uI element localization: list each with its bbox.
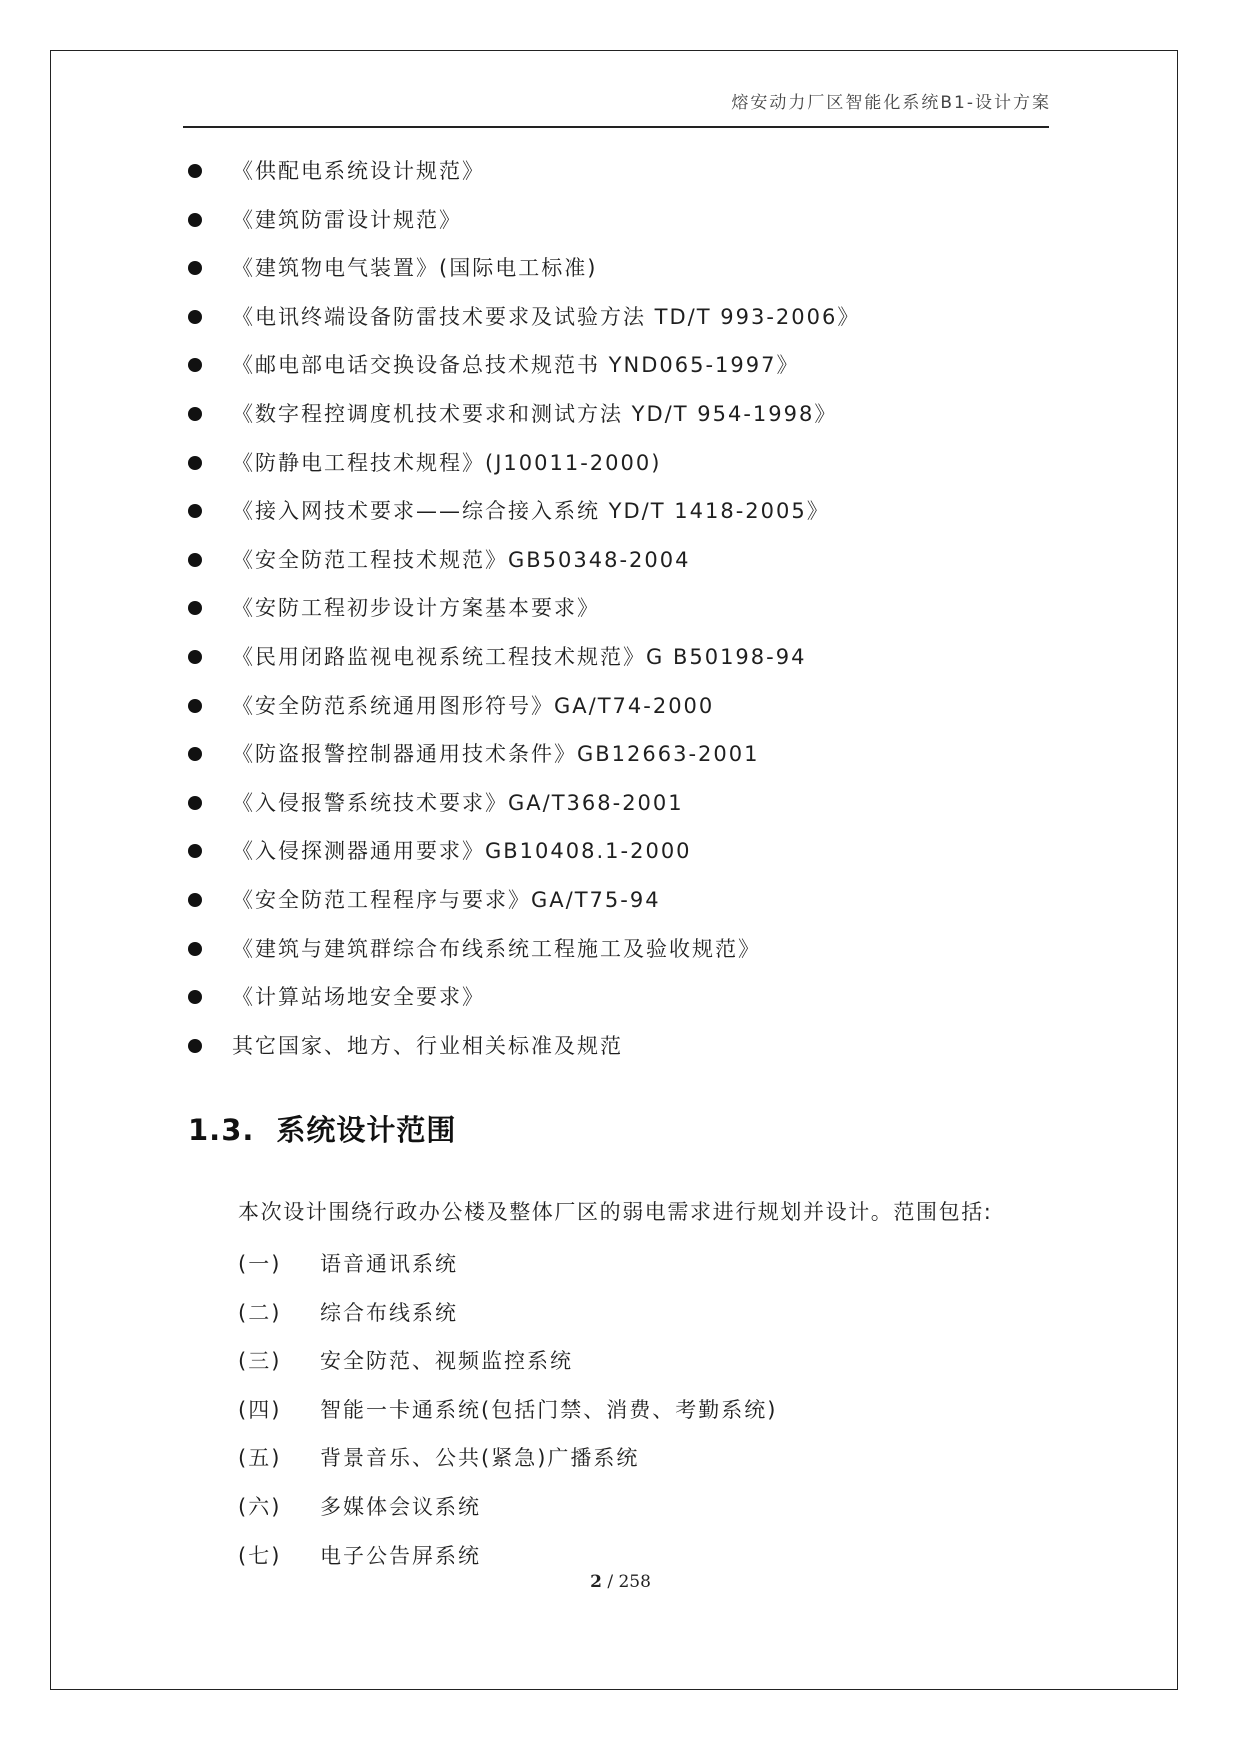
page-number xyxy=(0,1572,1241,1592)
list-item xyxy=(188,252,860,301)
standard-text: 《建筑防雷设计规范》 xyxy=(232,207,462,232)
list-item xyxy=(188,1030,860,1079)
item-text: 智能一卡通系统(包括门禁、消费、考勤系统) xyxy=(320,1397,778,1422)
bullet-icon xyxy=(188,456,202,470)
list-item xyxy=(188,301,860,350)
standard-text: 《数字程控调度机技术要求和测试方法 YD/T 954-1998》 xyxy=(232,401,838,426)
list-item xyxy=(238,1491,777,1540)
list-item xyxy=(188,398,860,447)
list-item xyxy=(188,933,860,982)
item-marker: (四) xyxy=(238,1397,282,1422)
list-item xyxy=(188,641,860,690)
list-item xyxy=(188,447,860,496)
bullet-icon xyxy=(188,358,202,372)
item-marker: (五) xyxy=(238,1446,282,1471)
item-text: 多媒体会议系统 xyxy=(320,1494,481,1519)
section-number: 1.3. xyxy=(188,1113,255,1147)
standard-text: 《安防工程初步设计方案基本要求》 xyxy=(232,596,600,621)
bullet-icon xyxy=(188,164,202,178)
list-item xyxy=(238,1394,777,1443)
standard-text: 《计算站场地安全要求》 xyxy=(232,985,485,1010)
standard-text: 《建筑物电气装置》(国际电工标准) xyxy=(232,256,598,281)
item-marker: (七) xyxy=(238,1543,282,1568)
standard-text: 《建筑与建筑群综合布线系统工程施工及验收规范》 xyxy=(232,936,761,961)
bullet-icon xyxy=(188,796,202,810)
scope-list xyxy=(238,1248,777,1588)
bullet-icon xyxy=(188,990,202,1004)
running-header: 熔安动力厂区智能化系统B1-设计方案 xyxy=(731,93,1051,113)
section-heading xyxy=(188,1108,456,1149)
bullet-icon xyxy=(188,407,202,421)
list-item xyxy=(238,1248,777,1297)
page-total: 258 xyxy=(618,1572,651,1592)
list-item xyxy=(188,155,860,204)
list-item xyxy=(238,1345,777,1394)
item-marker: (二) xyxy=(238,1300,282,1325)
list-item xyxy=(188,835,860,884)
item-text: 安全防范、视频监控系统 xyxy=(320,1349,573,1374)
list-item xyxy=(188,495,860,544)
standard-text: 《供配电系统设计规范》 xyxy=(232,159,485,183)
item-text: 语音通讯系统 xyxy=(320,1252,458,1276)
item-text: 综合布线系统 xyxy=(320,1300,458,1325)
list-item xyxy=(188,690,860,739)
standard-text: 《邮电部电话交换设备总技术规范书 YND065-1997》 xyxy=(232,353,800,378)
list-item xyxy=(188,738,860,787)
bullet-icon xyxy=(188,1039,202,1053)
bullet-icon xyxy=(188,942,202,956)
item-marker: (三) xyxy=(238,1349,282,1374)
bullet-icon xyxy=(188,553,202,567)
list-item xyxy=(188,884,860,933)
item-marker: (六) xyxy=(238,1494,282,1519)
intro-paragraph: 本次设计围绕行政办公楼及整体厂区的弱电需求进行规划并设计。范围包括: xyxy=(238,1200,993,1224)
section-title: 系统设计范围 xyxy=(276,1113,457,1147)
bullet-icon xyxy=(188,504,202,518)
standard-text: 《入侵报警系统技术要求》GA/T368-2001 xyxy=(232,790,684,815)
standard-text: 《接入网技术要求——综合接入系统 YD/T 1418-2005》 xyxy=(232,499,830,524)
standards-list xyxy=(188,155,860,1078)
bullet-icon xyxy=(188,601,202,615)
standard-text: 《入侵探测器通用要求》GB10408.1-2000 xyxy=(232,839,692,864)
bullet-icon xyxy=(188,261,202,275)
standard-text: 《安全防范工程技术规范》GB50348-2004 xyxy=(232,547,691,572)
list-item xyxy=(238,1297,777,1346)
list-item xyxy=(188,592,860,641)
list-item xyxy=(188,787,860,836)
standard-text: 《民用闭路监视电视系统工程技术规范》G B50198-94 xyxy=(232,644,807,669)
item-text: 电子公告屏系统 xyxy=(320,1543,481,1568)
bullet-icon xyxy=(188,650,202,664)
page-current: 2 xyxy=(590,1572,602,1592)
standard-text: 《安全防范工程程序与要求》GA/T75-94 xyxy=(232,887,661,912)
standard-text: 《防静电工程技术规程》(J10011-2000) xyxy=(232,450,662,475)
header-rule xyxy=(183,126,1049,128)
item-text: 背景音乐、公共(紧急)广播系统 xyxy=(320,1446,640,1471)
item-marker: (一) xyxy=(238,1252,282,1276)
page-separator: / xyxy=(601,1572,619,1592)
standard-text: 《电讯终端设备防雷技术要求及试验方法 TD/T 993-2006》 xyxy=(232,304,861,329)
bullet-icon xyxy=(188,844,202,858)
bullet-icon xyxy=(188,213,202,227)
bullet-icon xyxy=(188,747,202,761)
standard-text: 其它国家、地方、行业相关标准及规范 xyxy=(232,1033,623,1058)
list-item xyxy=(188,349,860,398)
bullet-icon xyxy=(188,893,202,907)
standard-text: 《防盗报警控制器通用技术条件》GB12663-2001 xyxy=(232,742,760,767)
bullet-icon xyxy=(188,310,202,324)
standard-text: 《安全防范系统通用图形符号》GA/T74-2000 xyxy=(232,693,715,718)
list-item xyxy=(188,204,860,253)
list-item xyxy=(188,981,860,1030)
bullet-icon xyxy=(188,699,202,713)
list-item xyxy=(238,1442,777,1491)
list-item xyxy=(188,544,860,593)
